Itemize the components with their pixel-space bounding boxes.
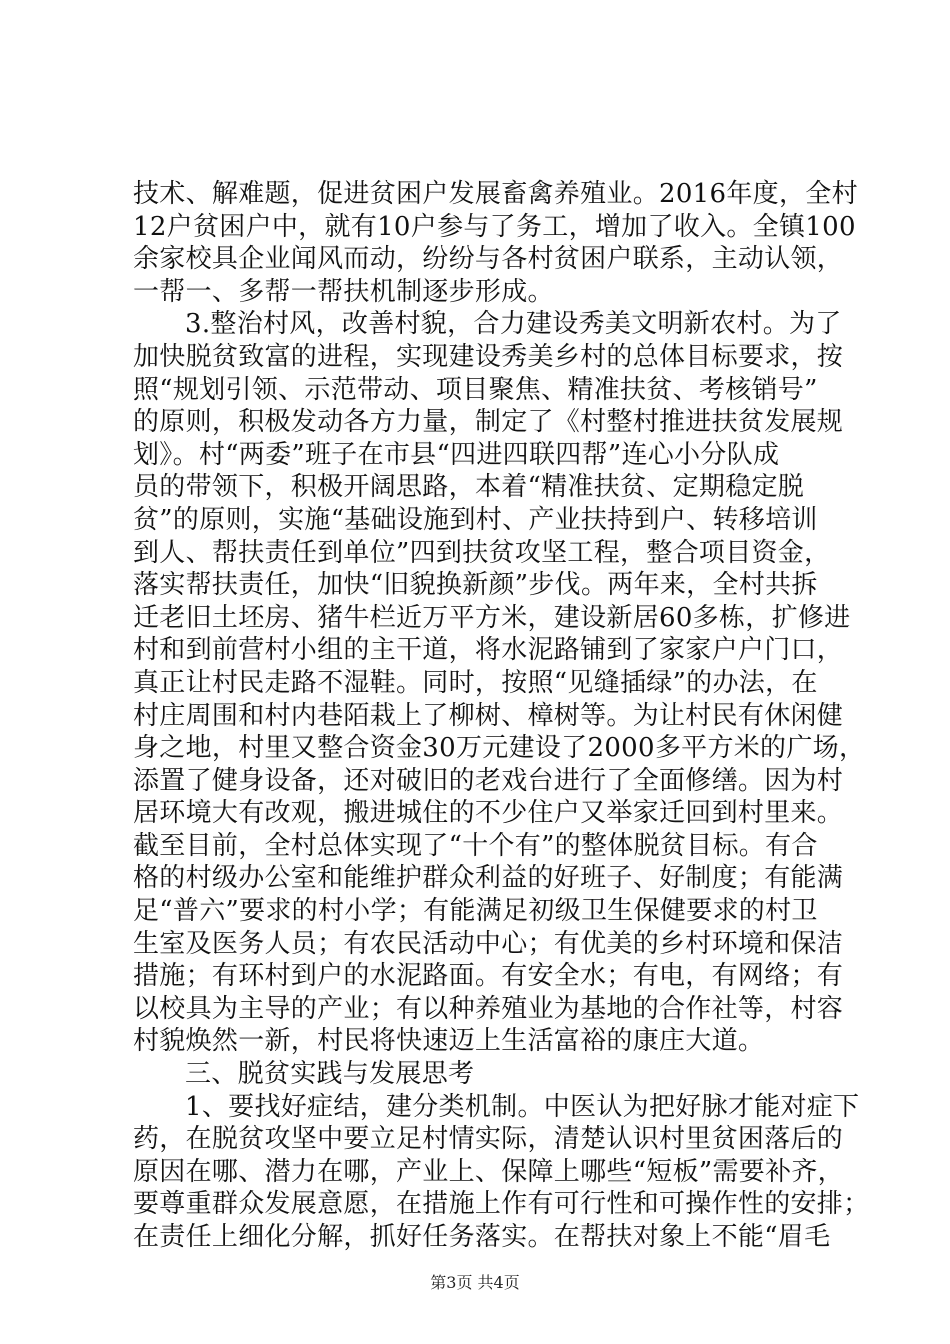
text-line: 在责任上细化分解，抓好任务落实。在帮扶对象上不能“眉毛 [133,1222,831,1252]
text-line: 贫”的原则，实施“基础设施到村、产业扶持到户、转移培训 [133,504,818,535]
text-line: 落实帮扶责任，加快“旧貌换新颜”步伐。两年来，全村共拆 [133,570,818,601]
text-line: 格的村级办公室和能维护群众利益的好班子、好制度；有能满 [133,863,844,894]
text-line: 足“普六”要求的村小学；有能满足初级卫生保健要求的村卫 [133,896,818,927]
text-line: 要尊重群众发展意愿，在措施上作有可行性和可操作性的安排； [133,1189,870,1220]
text-line: 三、脱贫实践与发展思考 [185,1059,475,1090]
text-line: 到人、帮扶责任到单位”四到扶贫攻坚工程，整合项目资金， [133,537,831,568]
text-line: 技术、解难题，促进贫困户发展畜禽养殖业。2016年度，全村 [133,179,858,209]
text-line: 村庄周围和村内巷陌栽上了柳树、樟树等。为让村民有休闲健 [133,700,844,731]
text-line: 身之地，村里又整合资金30万元建设了2000多平方米的广场， [133,733,866,764]
text-line: 药，在脱贫攻坚中要立足村情实际，清楚认识村里贫困落后的 [133,1124,844,1155]
text-line: 村貌焕然一新，村民将快速迈上生活富裕的康庄大道。 [133,1026,765,1057]
text-line: 加快脱贫致富的进程，实现建设秀美乡村的总体目标要求，按 [133,341,844,372]
text-line: 真正让村民走路不湿鞋。同时，按照“见缝插绿”的办法，在 [133,667,818,698]
text-line: 原因在哪、潜力在哪，产业上、保障上哪些“短板”需要补齐， [133,1156,844,1187]
text-line: 居环境大有改观，搬进城住的不少住户又举家迁回到村里来。 [133,798,844,829]
text-line: 迁老旧土坯房、猪牛栏近万平方米，建设新居60多栋，扩修进 [133,602,851,633]
text-line: 3.整治村风，改善村貌，合力建设秀美文明新农村。为了 [185,309,842,340]
text-line: 截至目前，全村总体实现了“十个有”的整体脱贫目标。有合 [133,830,818,861]
text-line: 以校具为主导的产业；有以种养殖业为基地的合作社等，村容 [133,993,844,1024]
text-line: 1、要找好症结，建分类机制。中医认为把好脉才能对症下 [185,1091,860,1122]
page-footer: 第3页 共4页 [430,1273,520,1292]
text-line: 余家校具企业闻风而动，纷纷与各村贫困户联系，主动认领， [133,244,844,275]
text-line: 措施；有环村到户的水泥路面。有安全水；有电，有网络；有 [133,961,844,992]
text-line: 划》。村“两委”班子在市县“四进四联四帮”连心小分队成 [133,439,780,470]
text-line: 员的带领下，积极开阔思路，本着“精准扶贫、定期稳定脱 [133,472,805,503]
body-text [133,178,870,1254]
text-line: 生室及医务人员；有农民活动中心；有优美的乡村环境和保洁 [133,928,844,959]
text-line: 一帮一、多帮一帮扶机制逐步形成。 [133,276,554,307]
text-line: 的原则，积极发动各方力量，制定了《村整村推进扶贫发展规 [133,407,844,438]
text-line: 12户贫困户中，就有10户参与了务工，增加了收入。全镇100 [133,211,856,242]
text-line: 照“规划引领、示范带动、项目聚焦、精准扶贫、考核销号” [133,374,818,405]
text-line: 添置了健身设备，还对破旧的老戏台进行了全面修缮。因为村 [133,765,844,796]
text-line: 村和到前营村小组的主干道，将水泥路铺到了家家户户门口， [133,635,844,666]
